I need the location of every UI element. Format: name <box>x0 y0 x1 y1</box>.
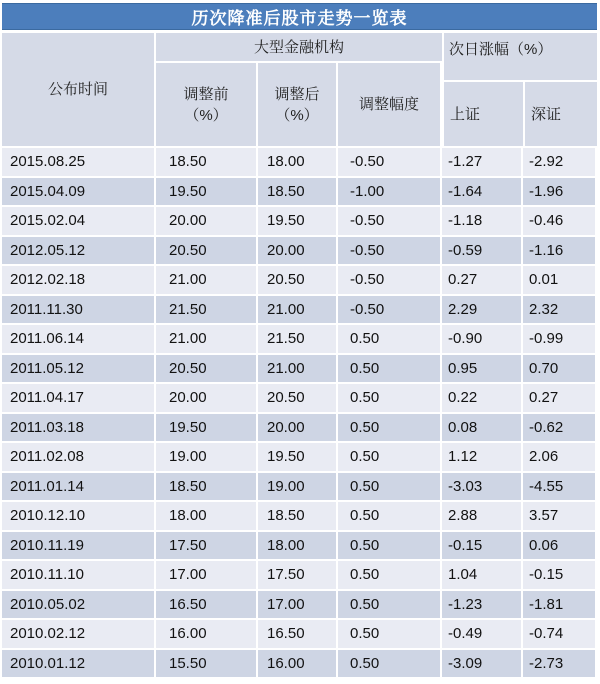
change-cell: 0.50 <box>338 532 440 560</box>
shenzhen-cell: -0.62 <box>523 414 595 442</box>
before-cell: 19.50 <box>156 178 256 206</box>
after-cell: 20.50 <box>258 384 336 412</box>
shenzhen-cell: -0.74 <box>523 620 595 648</box>
shenzhen-cell: -4.55 <box>523 473 595 501</box>
date-cell: 2011.01.14 <box>2 473 154 501</box>
before-cell: 21.50 <box>156 296 256 324</box>
before-cell: 21.00 <box>156 325 256 353</box>
table-title-bar <box>2 3 597 30</box>
shanghai-cell: -1.64 <box>442 178 521 206</box>
change-cell: -0.50 <box>338 148 440 176</box>
header-cell-shenzhen: 深证 <box>525 82 597 146</box>
shanghai-cell: -0.59 <box>442 237 521 265</box>
date-cell: 2015.04.09 <box>2 178 154 206</box>
shanghai-cell: 0.95 <box>442 355 521 383</box>
before-cell: 17.50 <box>156 532 256 560</box>
shanghai-cell: -0.15 <box>442 532 521 560</box>
change-cell: 0.50 <box>338 561 440 589</box>
date-cell: 2011.06.14 <box>2 325 154 353</box>
after-cell: 18.00 <box>258 532 336 560</box>
date-cell: 2011.02.08 <box>2 443 154 471</box>
header-subrow-large-fi <box>156 63 442 146</box>
after-cell: 18.00 <box>258 148 336 176</box>
change-cell: 0.50 <box>338 384 440 412</box>
table-header <box>2 33 597 146</box>
before-cell: 16.00 <box>156 620 256 648</box>
after-cell: 21.00 <box>258 355 336 383</box>
date-cell: 2010.02.12 <box>2 620 154 648</box>
after-cell: 17.00 <box>258 591 336 619</box>
before-cell: 20.00 <box>156 207 256 235</box>
after-cell: 20.00 <box>258 237 336 265</box>
table-row <box>2 207 597 235</box>
change-cell: 0.50 <box>338 591 440 619</box>
shanghai-cell: -1.18 <box>442 207 521 235</box>
header-group-large-fi <box>156 33 442 146</box>
after-cell: 20.00 <box>258 414 336 442</box>
change-cell: -0.50 <box>338 266 440 294</box>
header-subrow-next-day <box>444 82 597 146</box>
shenzhen-cell: 3.57 <box>523 502 595 530</box>
shenzhen-cell: -0.99 <box>523 325 595 353</box>
table-row <box>2 502 597 530</box>
shenzhen-cell: -1.16 <box>523 237 595 265</box>
date-cell: 2011.04.17 <box>2 384 154 412</box>
before-cell: 15.50 <box>156 650 256 678</box>
after-cell: 20.50 <box>258 266 336 294</box>
change-cell: 0.50 <box>338 620 440 648</box>
date-cell: 2012.05.12 <box>2 237 154 265</box>
date-cell: 2010.01.12 <box>2 650 154 678</box>
table-row <box>2 296 597 324</box>
after-cell: 18.50 <box>258 502 336 530</box>
shenzhen-cell: -2.92 <box>523 148 595 176</box>
table-row <box>2 414 597 442</box>
date-cell: 2011.11.30 <box>2 296 154 324</box>
change-cell: 0.50 <box>338 502 440 530</box>
before-cell: 18.00 <box>156 502 256 530</box>
after-cell: 19.50 <box>258 207 336 235</box>
table-row <box>2 443 597 471</box>
before-cell: 20.00 <box>156 384 256 412</box>
header-cell-after-text: 调整后 （%） <box>274 85 320 124</box>
table-title: 历次降准后股市走势一览表 <box>191 9 408 28</box>
after-cell: 18.50 <box>258 178 336 206</box>
table-row <box>2 355 597 383</box>
change-cell: 0.50 <box>338 325 440 353</box>
after-cell: 16.50 <box>258 620 336 648</box>
shenzhen-cell: 0.06 <box>523 532 595 560</box>
shenzhen-cell: -1.81 <box>523 591 595 619</box>
table-row <box>2 266 597 294</box>
table-row <box>2 620 597 648</box>
date-cell: 2010.12.10 <box>2 502 154 530</box>
table-row <box>2 237 597 265</box>
header-cell-shanghai: 上证 <box>444 82 523 146</box>
shenzhen-cell: 0.01 <box>523 266 595 294</box>
date-cell: 2010.11.10 <box>2 561 154 589</box>
shanghai-cell: -1.27 <box>442 148 521 176</box>
shanghai-cell: 0.27 <box>442 266 521 294</box>
shenzhen-cell: 2.06 <box>523 443 595 471</box>
shanghai-cell: -0.49 <box>442 620 521 648</box>
table-row <box>2 591 597 619</box>
shanghai-cell: 2.88 <box>442 502 521 530</box>
change-cell: 0.50 <box>338 355 440 383</box>
change-cell: 0.50 <box>338 443 440 471</box>
after-cell: 21.00 <box>258 296 336 324</box>
table-row <box>2 650 597 678</box>
before-cell: 21.00 <box>156 266 256 294</box>
before-cell: 20.50 <box>156 355 256 383</box>
before-cell: 16.50 <box>156 591 256 619</box>
before-cell: 20.50 <box>156 237 256 265</box>
shanghai-cell: 0.22 <box>442 384 521 412</box>
shenzhen-cell: -1.96 <box>523 178 595 206</box>
table-row <box>2 178 597 206</box>
date-cell: 2015.08.25 <box>2 148 154 176</box>
shanghai-cell: 2.29 <box>442 296 521 324</box>
date-cell: 2010.11.19 <box>2 532 154 560</box>
table-row <box>2 148 597 176</box>
header-cell-large-fi: 大型金融机构 <box>156 33 442 61</box>
date-cell: 2012.02.18 <box>2 266 154 294</box>
before-cell: 19.00 <box>156 443 256 471</box>
change-cell: -0.50 <box>338 237 440 265</box>
date-cell: 2011.03.18 <box>2 414 154 442</box>
before-cell: 18.50 <box>156 473 256 501</box>
shanghai-cell: -0.90 <box>442 325 521 353</box>
change-cell: 0.50 <box>338 650 440 678</box>
change-cell: -0.50 <box>338 296 440 324</box>
header-group-next-day <box>444 33 597 146</box>
shanghai-cell: 0.08 <box>442 414 521 442</box>
after-cell: 19.00 <box>258 473 336 501</box>
table-body <box>2 148 597 677</box>
shenzhen-cell: 0.70 <box>523 355 595 383</box>
before-cell: 18.50 <box>156 148 256 176</box>
shenzhen-cell: 2.32 <box>523 296 595 324</box>
date-cell: 2015.02.04 <box>2 207 154 235</box>
shanghai-cell: -3.03 <box>442 473 521 501</box>
change-cell: 0.50 <box>338 473 440 501</box>
change-cell: 0.50 <box>338 414 440 442</box>
change-cell: -1.00 <box>338 178 440 206</box>
shanghai-cell: 1.04 <box>442 561 521 589</box>
header-cell-date: 公布时间 <box>2 33 154 146</box>
shenzhen-cell: 0.27 <box>523 384 595 412</box>
header-cell-next-day-gain: 次日涨幅（%） <box>444 33 597 80</box>
shenzhen-cell: -0.46 <box>523 207 595 235</box>
table-row <box>2 561 597 589</box>
after-cell: 17.50 <box>258 561 336 589</box>
shanghai-cell: -1.23 <box>442 591 521 619</box>
table-row <box>2 384 597 412</box>
table-row <box>2 532 597 560</box>
header-cell-before-text: 调整前 （%） <box>183 85 229 124</box>
change-cell: -0.50 <box>338 207 440 235</box>
before-cell: 17.00 <box>156 561 256 589</box>
shanghai-cell: -3.09 <box>442 650 521 678</box>
date-cell: 2010.05.02 <box>2 591 154 619</box>
header-cell-before <box>156 63 256 146</box>
table-row <box>2 473 597 501</box>
shenzhen-cell: -0.15 <box>523 561 595 589</box>
date-cell: 2011.05.12 <box>2 355 154 383</box>
shanghai-cell: 1.12 <box>442 443 521 471</box>
header-cell-magnitude: 调整幅度 <box>338 63 440 146</box>
shenzhen-cell: -2.73 <box>523 650 595 678</box>
after-cell: 19.50 <box>258 443 336 471</box>
after-cell: 16.00 <box>258 650 336 678</box>
table-row <box>2 325 597 353</box>
after-cell: 21.50 <box>258 325 336 353</box>
before-cell: 19.50 <box>156 414 256 442</box>
header-cell-after <box>258 63 336 146</box>
